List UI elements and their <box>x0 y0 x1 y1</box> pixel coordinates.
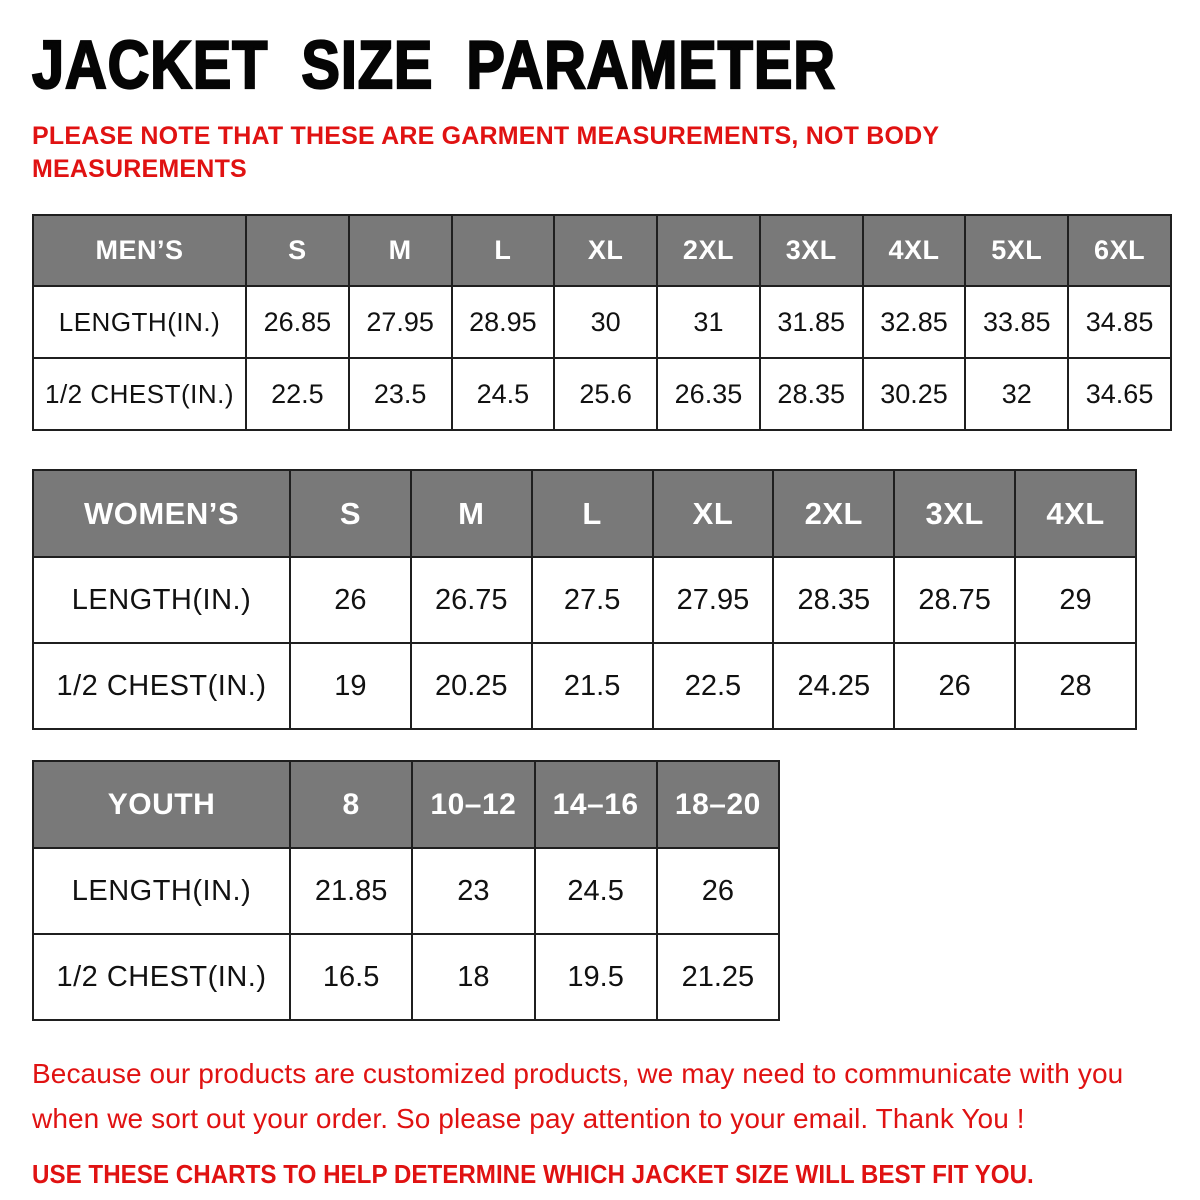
mens-measurement-cell: 27.95 <box>349 286 452 358</box>
womens-size-header-cell: XL <box>653 470 774 557</box>
youth-measurement-cell: 19.5 <box>535 934 657 1020</box>
womens-size-table <box>32 469 1137 730</box>
womens-measurement-cell: 28.75 <box>894 557 1015 643</box>
mens-measurement-cell: 28.95 <box>452 286 555 358</box>
mens-measurement-cell: 32 <box>965 358 1068 430</box>
mens-measurement-cell: 34.65 <box>1068 358 1171 430</box>
mens-measurement-cell: 33.85 <box>965 286 1068 358</box>
womens-measurement-cell: 26 <box>290 557 411 643</box>
youth-table-title-cell: YOUTH <box>33 761 290 848</box>
youth-table-row <box>33 934 779 1020</box>
mens-size-header-cell: 5XL <box>965 215 1068 286</box>
mens-table-row <box>33 286 1171 358</box>
womens-row-label: 1/2 CHEST(IN.) <box>33 643 290 729</box>
youth-measurement-cell: 18 <box>412 934 534 1020</box>
youth-measurement-cell: 21.85 <box>290 848 412 934</box>
womens-measurement-cell: 27.95 <box>653 557 774 643</box>
youth-measurement-cell: 21.25 <box>657 934 779 1020</box>
youth-size-header-cell: 18–20 <box>657 761 779 848</box>
mens-measurement-cell: 25.6 <box>554 358 657 430</box>
womens-size-header-cell: 3XL <box>894 470 1015 557</box>
mens-size-header-cell: 2XL <box>657 215 760 286</box>
youth-size-header-cell: 14–16 <box>535 761 657 848</box>
mens-table-title-cell: MEN’S <box>33 215 246 286</box>
youth-size-header-cell: 8 <box>290 761 412 848</box>
mens-size-header-cell: S <box>246 215 349 286</box>
youth-measurement-cell: 23 <box>412 848 534 934</box>
womens-measurement-cell: 19 <box>290 643 411 729</box>
mens-measurement-cell: 26.35 <box>657 358 760 430</box>
mens-size-header-cell: 3XL <box>760 215 863 286</box>
mens-size-table <box>32 214 1172 431</box>
chart-usage-instruction: USE THESE CHARTS TO HELP DETERMINE WHICH JACKET SIZE WILL BEST FIT YOU. <box>32 1159 1034 1189</box>
mens-measurement-cell: 26.85 <box>246 286 349 358</box>
page-title: JACKET SIZE PARAMETER <box>32 27 836 103</box>
mens-measurement-cell: 28.35 <box>760 358 863 430</box>
garment-measurement-note: PLEASE NOTE THAT THESE ARE GARMENT MEASUREMENTS, NOT BODY MEASUREMENTS <box>32 122 939 183</box>
womens-measurement-cell: 26 <box>894 643 1015 729</box>
youth-measurement-cell: 24.5 <box>535 848 657 934</box>
mens-row-label: LENGTH(IN.) <box>33 286 246 358</box>
youth-row-label: 1/2 CHEST(IN.) <box>33 934 290 1020</box>
womens-table-title-cell: WOMEN’S <box>33 470 290 557</box>
mens-measurement-cell: 32.85 <box>863 286 966 358</box>
womens-table-row <box>33 557 1136 643</box>
mens-table-row <box>33 358 1171 430</box>
mens-measurement-cell: 23.5 <box>349 358 452 430</box>
mens-size-header-cell: 6XL <box>1068 215 1171 286</box>
mens-measurement-cell: 31.85 <box>760 286 863 358</box>
womens-measurement-cell: 24.25 <box>773 643 894 729</box>
womens-measurement-cell: 27.5 <box>532 557 653 643</box>
mens-measurement-cell: 34.85 <box>1068 286 1171 358</box>
youth-row-label: LENGTH(IN.) <box>33 848 290 934</box>
mens-measurement-cell: 30.25 <box>863 358 966 430</box>
womens-measurement-cell: 26.75 <box>411 557 532 643</box>
womens-measurement-cell: 28 <box>1015 643 1136 729</box>
womens-measurement-cell: 21.5 <box>532 643 653 729</box>
womens-measurement-cell: 28.35 <box>773 557 894 643</box>
womens-size-header-cell: S <box>290 470 411 557</box>
womens-row-label: LENGTH(IN.) <box>33 557 290 643</box>
womens-measurement-cell: 22.5 <box>653 643 774 729</box>
mens-measurement-cell: 24.5 <box>452 358 555 430</box>
mens-measurement-cell: 22.5 <box>246 358 349 430</box>
womens-size-header-cell: 2XL <box>773 470 894 557</box>
customization-notice: Because our products are customized products, we may need to communicate with you when we sort out your order. So please pay attention to your email. Thank You ! <box>32 1058 1124 1134</box>
womens-size-header-cell: L <box>532 470 653 557</box>
mens-size-header-cell: M <box>349 215 452 286</box>
youth-measurement-cell: 26 <box>657 848 779 934</box>
youth-measurement-cell: 16.5 <box>290 934 412 1020</box>
mens-row-label: 1/2 CHEST(IN.) <box>33 358 246 430</box>
womens-measurement-cell: 29 <box>1015 557 1136 643</box>
youth-size-table <box>32 760 780 1021</box>
mens-size-header-cell: 4XL <box>863 215 966 286</box>
mens-size-header-cell: L <box>452 215 555 286</box>
womens-size-header-cell: M <box>411 470 532 557</box>
youth-size-header-cell: 10–12 <box>412 761 534 848</box>
womens-measurement-cell: 20.25 <box>411 643 532 729</box>
mens-size-header-cell: XL <box>554 215 657 286</box>
mens-measurement-cell: 30 <box>554 286 657 358</box>
mens-measurement-cell: 31 <box>657 286 760 358</box>
womens-table-row <box>33 643 1136 729</box>
youth-table-row <box>33 848 779 934</box>
womens-size-header-cell: 4XL <box>1015 470 1136 557</box>
